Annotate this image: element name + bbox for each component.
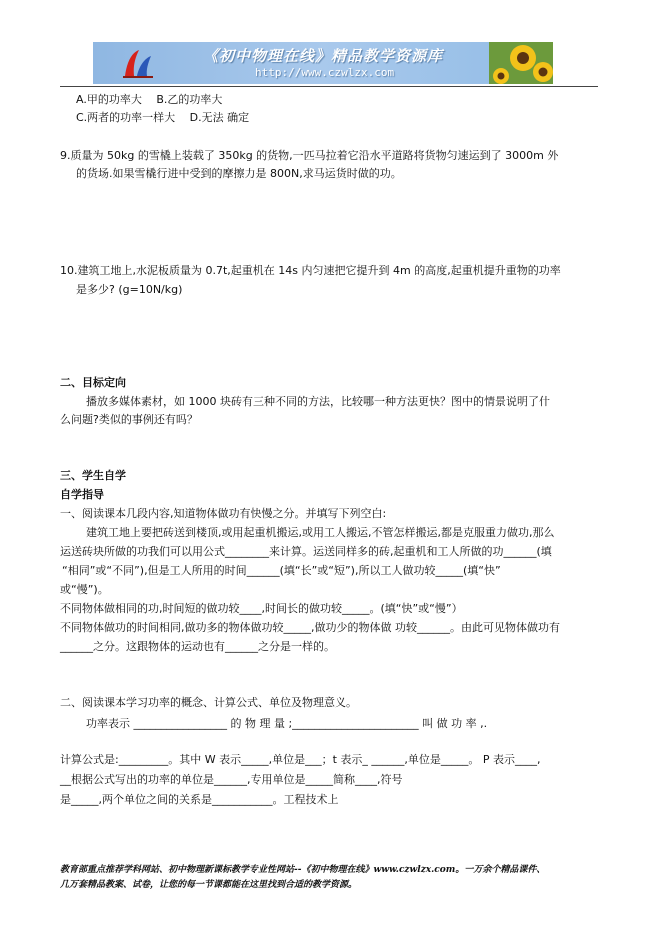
header-banner (93, 42, 553, 84)
paragraph-line-5: 不同物体做相同的功,时间短的做功较____,时间长的做功较_____。(填“快”或“慢”） (60, 602, 463, 615)
section-3-subheading: 自学指导 (60, 488, 104, 501)
footer-line-2: 几万套精品教案、试卷，让您的每一节课都能在这里找到合适的教学资源。 (60, 880, 358, 890)
formula-line-3: 是_____,两个单位之间的关系是___________。工程技术上 (60, 793, 339, 806)
banner-title: 《初中物理在线》精品教学资源库 (203, 47, 444, 65)
page-footer (60, 863, 620, 893)
section-2-line-2: 么问题?类似的事例还有吗？ (60, 413, 198, 426)
paragraph-line-1: 建筑工地上要把砖送到楼顶,或用起重机搬运,或用工人搬运,不管怎样搬运,都是克服重力做功,那么 (86, 526, 555, 539)
header-divider (60, 86, 598, 87)
banner-url: http://www.czwlzx.com (255, 66, 395, 79)
footer-line-1: 教育部重点推荐学科网站、初中物理新课标教学专业性网站--《初中物理在线》www.czwlzx.com。一万余个精品课件、 (60, 865, 546, 875)
question-9-line-1: 9.质量为 50kg 的雪橇上装载了 350kg 的货物,一匹马拉着它沿水平道路将货物匀速运到了 3000m 外 (60, 149, 559, 162)
option-line-1: A.甲的功率大 B.乙的功率大 (76, 93, 223, 106)
reading-task-1: 一、阅读课本几段内容,知道物体做功有快慢之分。并填写下列空白: (60, 507, 387, 520)
option-line-2: C.两者的功率一样大 D.无法 确定 (76, 111, 250, 124)
question-10-line-2: 是多少? (g=10N/kg) (76, 283, 183, 296)
section-3-heading: 三、学生自学 (60, 469, 126, 482)
section-2-line-1: 播放多媒体素材，如 1000 块砖有三种不同的方法，比较哪一种方法更快？图中的情景说明了什 (86, 395, 550, 408)
formula-line-2: __根据公式写出的功率的单位是______,专用单位是_____简称____,符号 (60, 773, 403, 786)
formula-line-1: 计算公式是:_________。其中 W 表示_____,单位是___；t 表示_ ______,单位是_____。 P 表示____, (60, 753, 541, 766)
paragraph-line-6: 不同物体做功的时间相同,做功多的物体做功较_____,做功少的物体做 功较______。由此可见物体做功有 (60, 621, 560, 634)
paragraph-line-3: “相同”或“不同”),但是工人所用的时间______(填“长”或“短”),所以工人做功较_____(填“快” (62, 564, 501, 577)
question-10-line-1: 10.建筑工地上,水泥板质量为 0.7t,起重机在 14s 内匀速把它提升到 4m 的高度,起重机提升重物的功率 (60, 264, 561, 277)
sunflower-icon (489, 42, 553, 84)
paragraph-line-4: 或“慢”)。 (60, 583, 109, 596)
section-2-heading: 二、目标定向 (60, 376, 126, 389)
question-9-line-2: 的货场.如果雪橇行进中受到的摩擦力是 800N,求马运货时做的功。 (76, 167, 402, 180)
paragraph-line-2: 运送砖块所做的功我们可以用公式________来计算。运送同样多的砖,起重机和工人所做的功______(填 (60, 545, 552, 558)
site-logo-icon (121, 46, 155, 80)
reading-task-2: 二、阅读课本学习功率的概念、计算公式、单位及物理意义。 (60, 696, 357, 709)
power-definition-line: 功率表示 _________________ 的 物 理 量 ;_______________________ 叫 做 功 率 ,. (86, 717, 488, 730)
paragraph-line-7: ______之分。这跟物体的运动也有______之分是一样的。 (60, 640, 335, 653)
